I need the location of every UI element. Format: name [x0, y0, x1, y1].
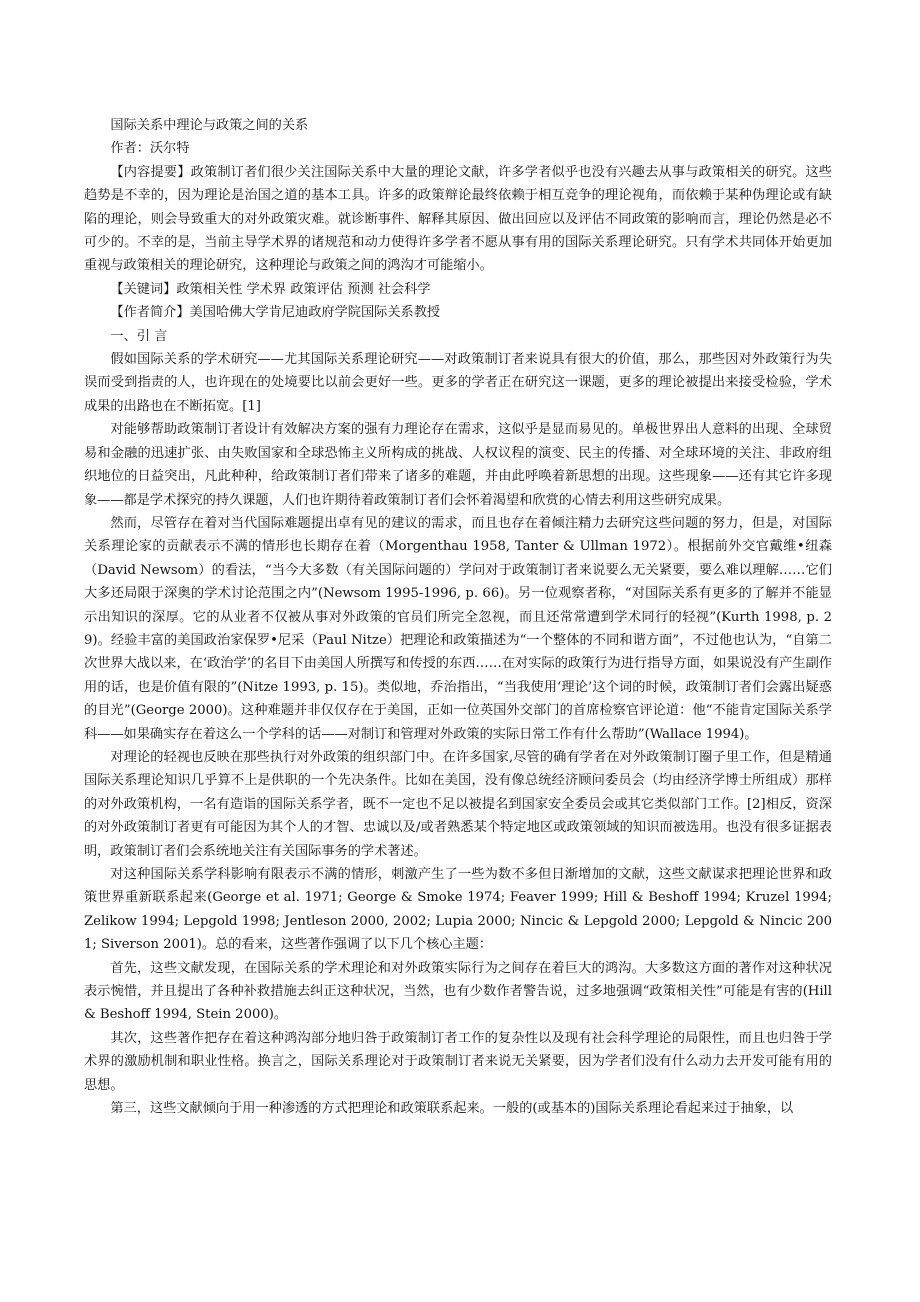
body-paragraph: 对理论的轻视也反映在那些执行对外政策的组织部门中。在许多国家,尽管的确有学者在对外政策制订圈子里工作，但是精通国际关系理论知识几乎算不上是供职的一个先决条件。比如在美国，没有像总统经济顾问委员会（均由经济学博士所组成）那样的对外政策机构，一名有造诣的国际关系学者，既不一定也不足以被提名到国家安全委员会或其它类似部门工作。[2]相反，资深的对外政策制订者更有可能因为其个人的才智、忠诚以及/或者熟悉某个特定地区或政策领域的知识而被选用。也没有很多证据表明，政策制订者们会系统地关注有关国际事务的学术著述。 [84, 749, 832, 859]
body-paragraph: 第三，这些文献倾向于用一种渗透的方式把理论和政策联系起来。一般的(或基本的)国际关系理论看起来过于抽象，以 [110, 1101, 794, 1117]
body-paragraph: 对能够帮助政策制订者设计有效解决方案的强有力理论存在需求，这似乎是显而易见的。单极世界出人意料的出现、全球贸易和金融的迅速扩张、由失败国家和全球恐怖主义所构成的挑战、人权议程的演变、民主的传播、对全球环境的关注、非政府组织地位的日益突出，凡此种种，给政策制订者们带来了诸多的难题，并由此呼唤着新思想的出现。这些现象——还有其它许多现象——都是学术探究的持久课题，人们也许期待着政策制订者们会怀着渴望和欣赏的心情去利用这些研究成果。 [84, 422, 832, 508]
section-heading: 一、引 言 [110, 328, 168, 344]
body-paragraph: 对这种国际关系学科影响有限表示不满的情形，刺激产生了一些为数不多但日渐增加的文献，这些文献谋求把理论世界和政策世界重新联系起来(George et al. 1971; George & Smoke 1974; Feaver 1999; Hill & Beshoff 1994; Kruzel 1994; Zelikow 1994; Lepgold 1998; Jentleson 2000, 2002; Lupia 2000; Nincic & Lepgold 2000; Lepgold & Nincic 2001; Siverson 2001)。总的看来，这些著作强调了以下几个核心主题： [84, 867, 832, 953]
author-line: 作者：沃尔特 [110, 141, 190, 157]
author-intro: 【作者简介】美国哈佛大学肯尼迪政府学院国际关系教授 [110, 305, 441, 321]
abstract: 【内容提要】政策制订者们很少关注国际关系中大量的理论文献，许多学者似乎也没有兴趣去从事与政策相关的研究。这些趋势是不幸的，因为理论是治国之道的基本工具。许多的政策辩论最终依赖于相互竞争的理论视角，而依赖于某种伪理论或有缺陷的理论，则会导致重大的对外政策灾难。就诊断事件、解释其原因、做出回应以及评估不同政策的影响而言，理论仍然是必不可少的。不幸的是，当前主导学术界的诸规范和动力使得许多学者不愿从事有用的国际关系理论研究。只有学术共同体开始更加重视与政策相关的理论研究，这种理论与政策之间的鸿沟才可能缩小。 [84, 164, 832, 274]
body-paragraph: 假如国际关系的学术研究——尤其国际关系理论研究——对政策制订者来说具有很大的价值，那么，那些因对外政策行为失误而受到指责的人，也许现在的处境要比以前会更好一些。更多的学者正在研究这一课题，更多的理论被提出来接受检验，学术成果的出路也在不断拓宽。[1] [84, 352, 832, 414]
keywords: 【关键词】政策相关性 学术界 政策评估 预测 社会科学 [110, 281, 431, 297]
document-title: 国际关系中理论与政策之间的关系 [110, 118, 309, 133]
body-paragraph: 其次，这些著作把存在着这种鸿沟部分地归咎于政策制订者工作的复杂性以及现有社会科学理论的局限性，而且也归咎于学术界的激励机制和职业性格。换言之，国际关系理论对于政策制订者来说无关紧要，因为学者们没有什么动力去开发可能有用的思想。 [84, 1030, 832, 1093]
body-paragraph: 首先，这些文献发现，在国际关系的学术理论和对外政策实际行为之间存在着巨大的鸿沟。大多数这方面的著作对这种状况表示惋惜，并且提出了各种补救措施去纠正这种状况，当然，也有少数作者警告说，过多地强调“政策相关性”可能是有害的(Hill & Beshoff 1994, Stein 2000)。 [84, 960, 832, 1023]
document-page [84, 114, 832, 1120]
body-paragraph: 然而，尽管存在着对当代国际难题提出卓有见的建议的需求，而且也存在着倾注精力去研究这些问题的努力，但是，对国际关系理论家的贡献表示不满的情形也长期存在着（Morgenthau 1958, Tanter & Ullman 1972）。根据前外交官戴维•纽森（David Newsom）的看法，“当今大多数（有关国际问题的）学问对于政策制订者来说要么无关紧要，要么难以理解……它们大多还局限于深奥的学术讨论范围之内”(Newsom 1995-1996, p. 66)。另一位观察者称，“对国际关系有更多的了解并不能显示出知识的深厚。它的从业者不仅被从事对外政策的官员们所完全忽视，而且还常常遭到学术同行的轻视”(Kurth 1998, p. 29)。经验丰富的美国政治家保罗•尼采（Paul Nitze）把理论和政策描述为“一个整体的不同和谐方面”，不过他也认为，“自第二次世界大战以来，在‘政治学’的名目下由美国人所撰写和传授的东西……在对实际的政策行为进行指导方面，如果说没有产生副作用的话，也是价值有限的”(Nitze 1993, p. 15)。类似地，乔治指出，“当我使用‘理论’这个词的时候，政策制订者们会露出疑惑的目光”(George 2000)。这种难题并非仅仅存在于美国，正如一位英国外交部门的首席检察官评论道：他“不能肯定国际关系学科——如果确实存在着这么一个学科的话——对制订和管理对外政策的实际日常工作有什么帮助”(Wallace 1994)。 [84, 515, 832, 742]
